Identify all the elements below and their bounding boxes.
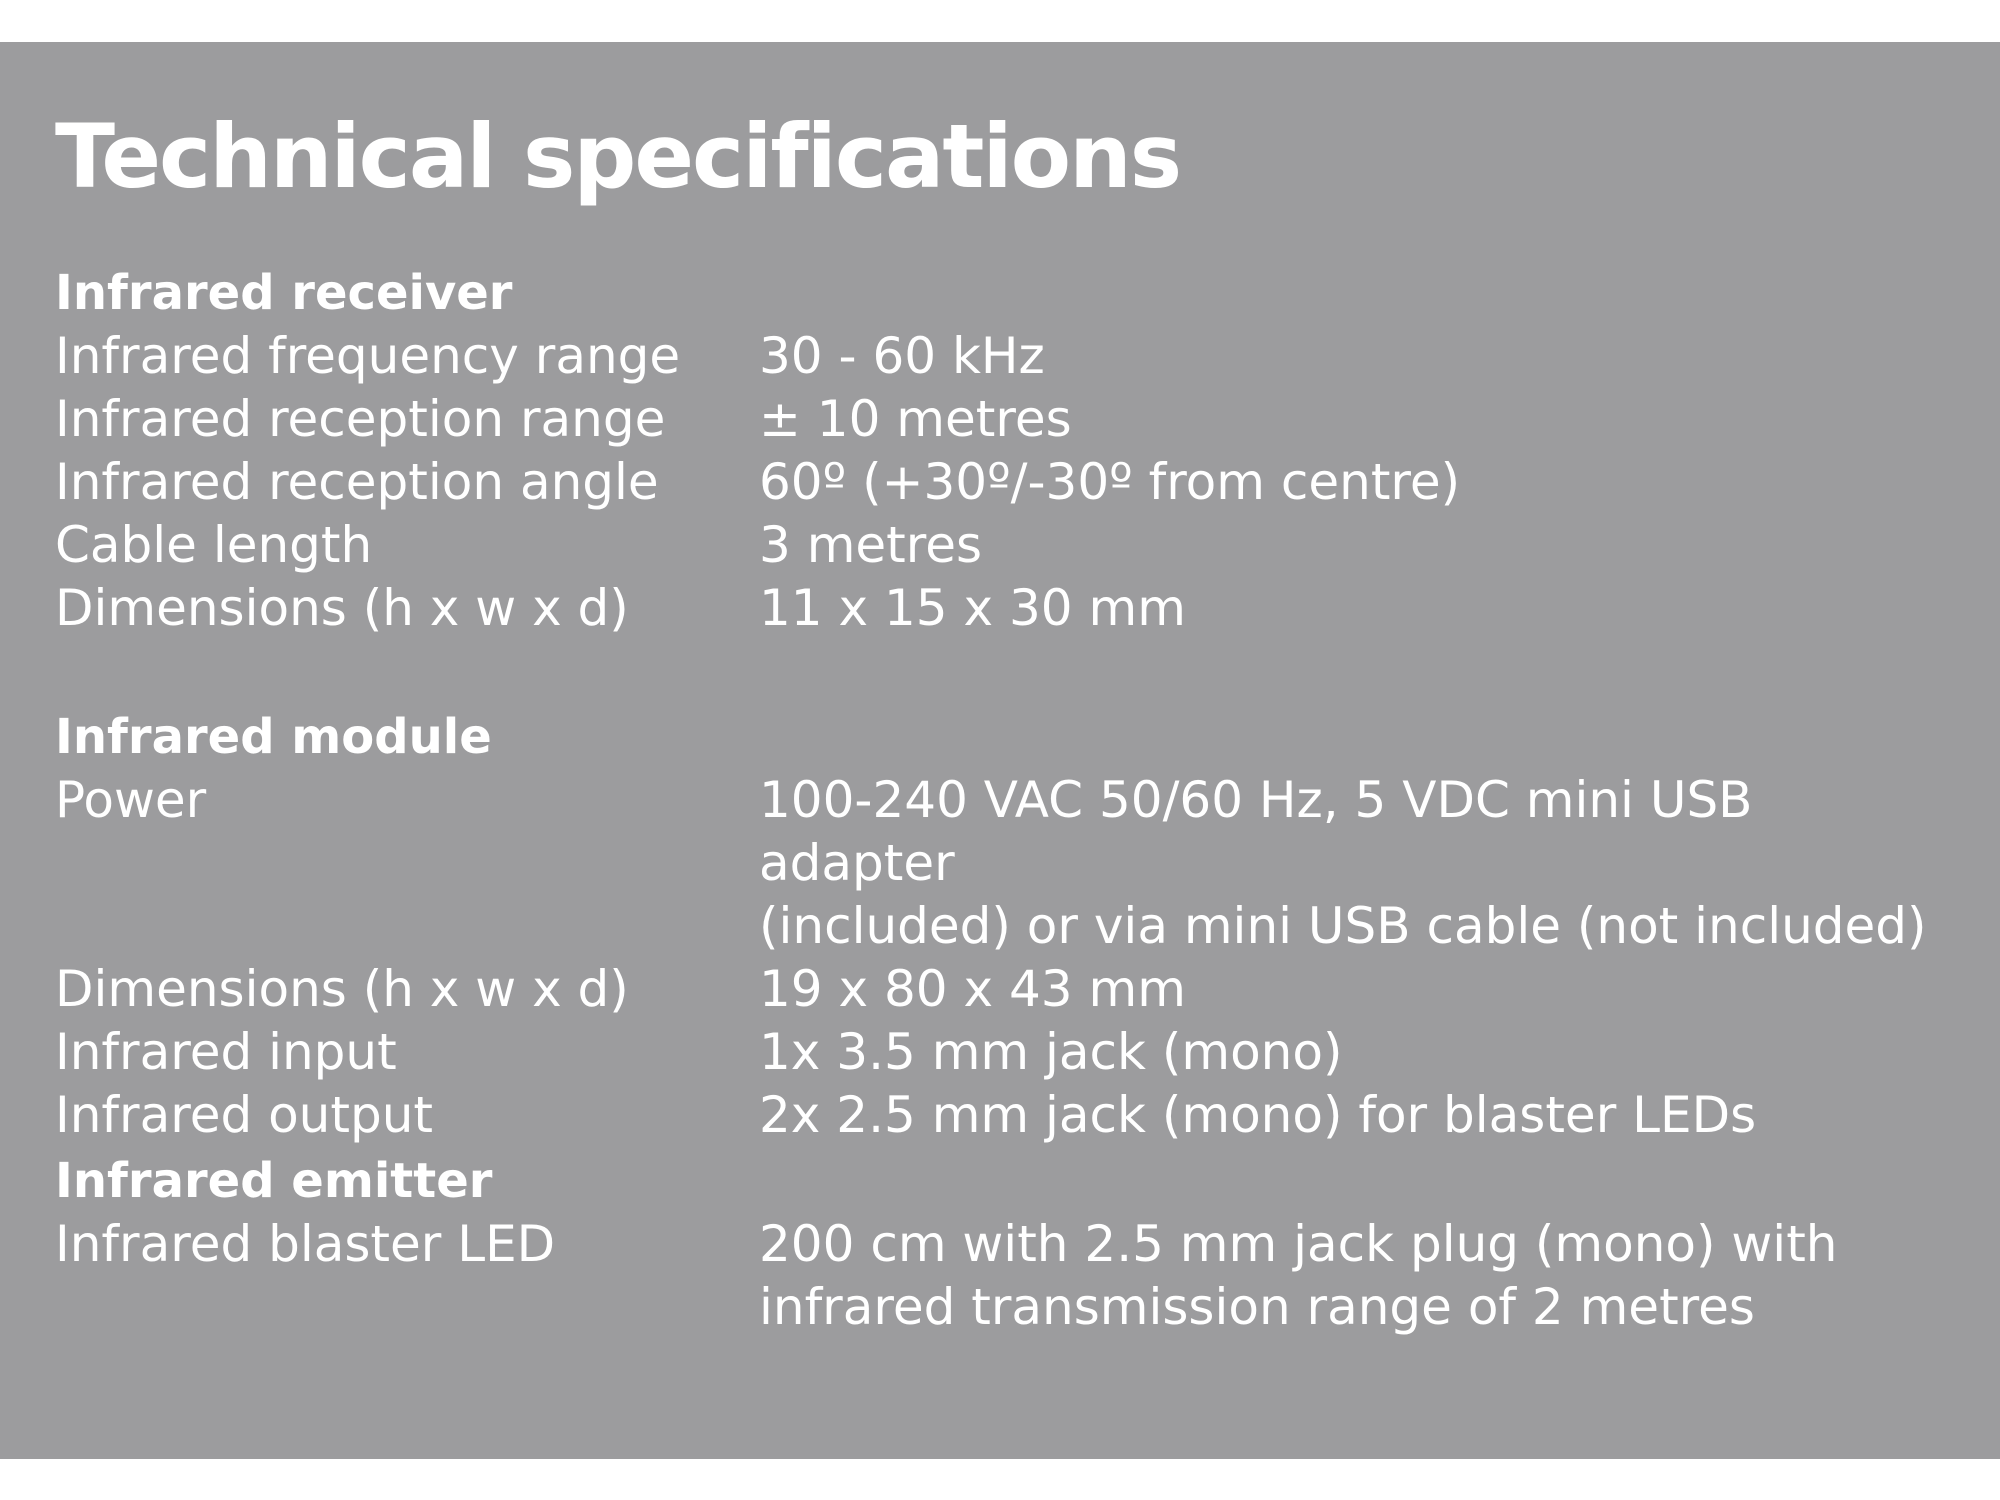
section-heading: Infrared receiver — [55, 265, 513, 321]
spec-label: Dimensions (h x w x d) — [55, 579, 629, 637]
spec-value: 2x 2.5 mm jack (mono) for blaster LEDs — [759, 1086, 1757, 1144]
spec-value: 200 cm with 2.5 mm jack plug (mono) with infrared transmission range of 2 metres — [759, 1215, 1838, 1336]
spec-row — [55, 769, 1955, 958]
spec-label: Infrared blaster LED — [55, 1215, 556, 1273]
specifications-panel — [0, 42, 2000, 1459]
spec-row — [55, 325, 1955, 388]
section-heading: Infrared emitter — [55, 1153, 493, 1209]
spec-value: 11 x 15 x 30 mm — [759, 579, 1186, 637]
spec-label: Infrared input — [55, 1023, 397, 1081]
spec-value: 100-240 VAC 50/60 Hz, 5 VDC mini USB adapter (included) or via mini USB cable (not included) — [759, 771, 1927, 955]
spec-row — [55, 577, 1955, 640]
spec-row — [55, 1084, 1955, 1147]
page-title: Technical specifications — [55, 105, 1181, 208]
spec-row — [55, 451, 1955, 514]
section-infrared-receiver — [55, 262, 1955, 640]
spec-label: Infrared reception range — [55, 390, 666, 448]
spec-label: Dimensions (h x w x d) — [55, 960, 629, 1018]
section-infrared-module — [55, 706, 1955, 1147]
spec-value: ± 10 metres — [759, 390, 1072, 448]
section-infrared-emitter — [55, 1150, 1955, 1339]
spec-value: 3 metres — [759, 516, 983, 574]
spec-label: Cable length — [55, 516, 373, 574]
spec-value: 30 - 60 kHz — [759, 327, 1045, 385]
spec-row — [55, 1213, 1955, 1339]
spec-label: Power — [55, 771, 207, 829]
spec-row — [55, 1021, 1955, 1084]
spec-label: Infrared reception angle — [55, 453, 659, 511]
section-heading: Infrared module — [55, 709, 492, 765]
spec-value: 60º (+30º/-30º from centre) — [759, 453, 1461, 511]
spec-label: Infrared output — [55, 1086, 434, 1144]
spec-value: 1x 3.5 mm jack (mono) — [759, 1023, 1343, 1081]
spec-value: 19 x 80 x 43 mm — [759, 960, 1186, 1018]
spec-row — [55, 388, 1955, 451]
spec-label: Infrared frequency range — [55, 327, 681, 385]
spec-row — [55, 958, 1955, 1021]
spec-row — [55, 514, 1955, 577]
